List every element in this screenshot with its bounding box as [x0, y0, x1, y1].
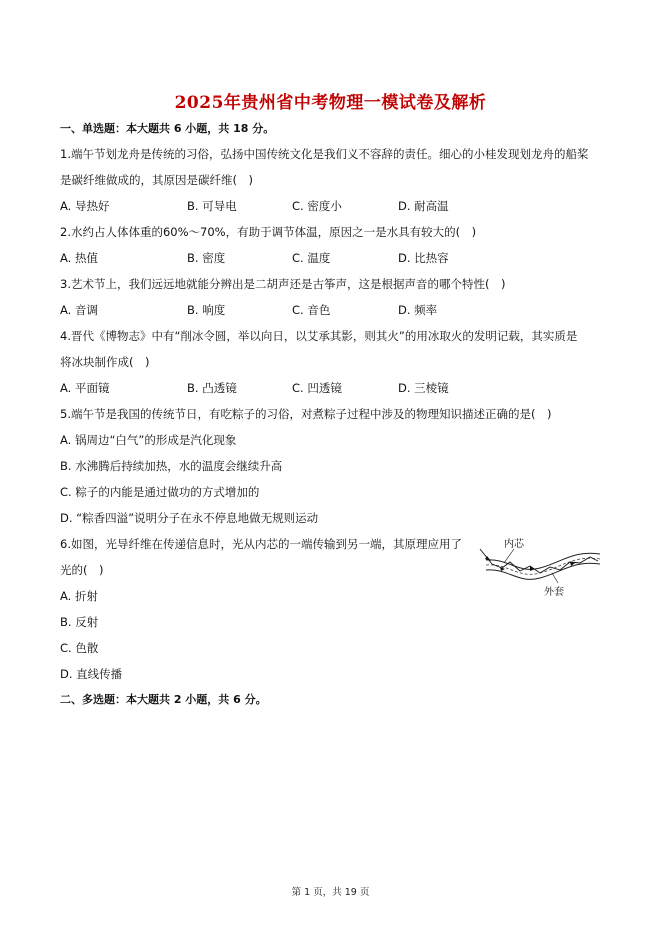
incident-ray: [480, 549, 492, 564]
question-6-line-2: 光的( ): [60, 563, 104, 577]
question-3-option-d: D. 频率: [398, 303, 438, 317]
question-4-option-a: A. 平面镜: [60, 381, 110, 395]
question-3-option-b: B. 响度: [187, 303, 226, 317]
question-6-option-d: D. 直线传播: [60, 667, 123, 681]
question-2-option-b: B. 密度: [187, 251, 226, 265]
question-1-option-b: B. 可导电: [187, 199, 237, 213]
question-2-line-1: 2.水约占人体体重的60%～70%，有助于调节体温，原因之一是水具有较大的( ): [60, 225, 477, 239]
question-3-option-a: A. 音调: [60, 303, 98, 317]
question-4-option-b: B. 凸透镜: [187, 381, 237, 395]
question-4-option-c: C. 凹透镜: [292, 381, 342, 395]
question-6-option-a: A. 折射: [60, 589, 98, 603]
question-1-option-d: D. 耐高温: [398, 199, 449, 213]
question-6-option-b: B. 反射: [60, 615, 99, 629]
question-2-option-d: D. 比热容: [398, 251, 449, 265]
page-footer: 第 1 页，共 19 页: [291, 887, 370, 898]
light-path: [492, 557, 598, 573]
question-5-option-a: A. 锅周边“白气”的形成是汽化现象: [60, 433, 237, 447]
core-leader-line: [504, 549, 514, 563]
section-heading-single-choice: 一、单选题：本大题共 6 小题，共 18 分。: [60, 122, 275, 135]
cladding-label: 外套: [544, 587, 564, 598]
question-1-option-a: A. 导热好: [60, 199, 110, 213]
question-2-option-c: C. 温度: [292, 251, 331, 265]
section-heading-multi-choice: 二、多选题：本大题共 2 小题，共 6 分。: [60, 693, 267, 706]
question-5-option-b: B. 水沸腾后持续加热，水的温度会继续升高: [60, 459, 283, 473]
optical-fiber-diagram: [478, 535, 608, 600]
question-4-line-2: 将冰块制作成( ): [60, 355, 150, 369]
question-3-option-c: C. 音色: [292, 303, 331, 317]
question-2-option-a: A. 热值: [60, 251, 98, 265]
question-6-option-c: C. 色散: [60, 641, 99, 655]
core-label: 内芯: [504, 539, 524, 550]
question-5-option-c: C. 粽子的内能是通过做功的方式增加的: [60, 485, 260, 499]
question-4-option-d: D. 三棱镜: [398, 381, 449, 395]
question-3-line-1: 3.艺术节上，我们远远地就能分辨出是二胡声还是古筝声，这是根据声音的哪个特性( ): [60, 277, 506, 291]
page-title: 2025年贵州省中考物理一模试卷及解析: [174, 93, 487, 113]
question-5-option-d: D. “粽香四溢”说明分子在永不停息地做无规则运动: [60, 511, 319, 525]
question-1-line-2: 是碳纤维做成的，其原因是碳纤维( ): [60, 173, 253, 187]
question-5-line-1: 5.端午节是我国的传统节日，有吃粽子的习俗，对煮粽子过程中涉及的物理知识描述正确的是( ): [60, 407, 552, 421]
question-6-line-1: 6.如图，光导纤维在传递信息时，光从内芯的一端传输到另一端，其原理应用了: [60, 537, 462, 551]
question-4-line-1: 4.晋代《博物志》中有“削冰令圆，举以向日，以艾承其影，则其火”的用冰取火的发明记载，其实质是: [60, 329, 578, 343]
cladding-leader-line: [552, 573, 558, 583]
question-1-line-1: 1.端午节划龙舟是传统的习俗，弘扬中国传统文化是我们义不容辞的责任。细心的小桂发现划龙舟的船桨: [60, 147, 589, 161]
question-1-option-c: C. 密度小: [292, 199, 342, 213]
